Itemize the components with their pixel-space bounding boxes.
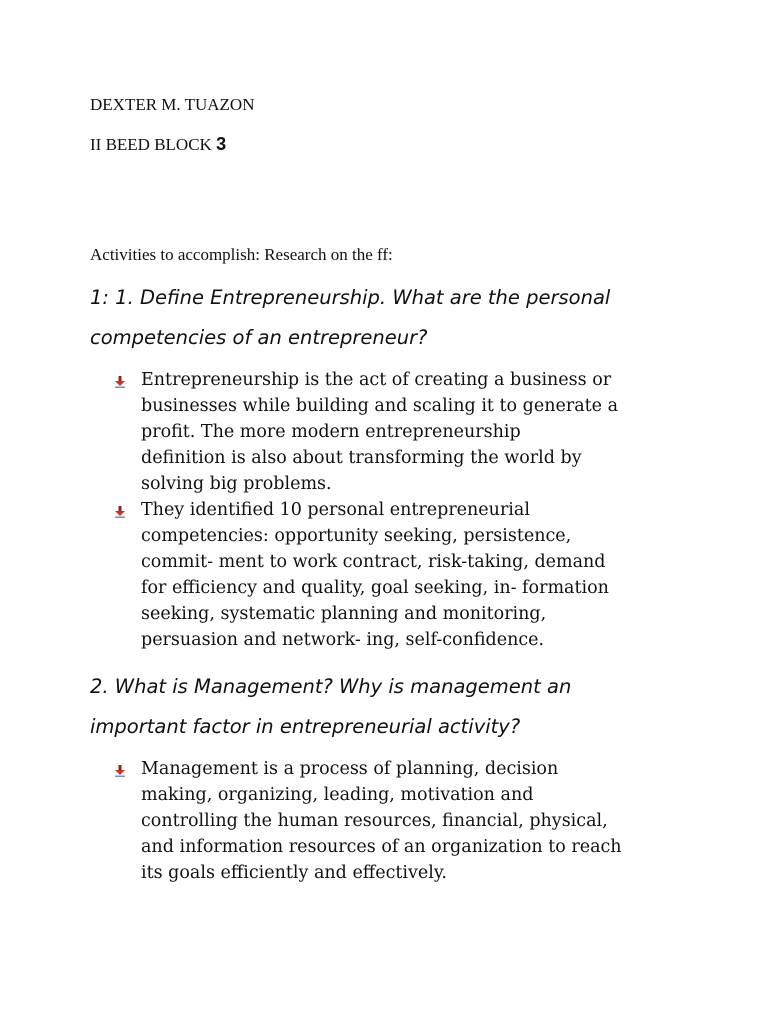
question-line: 1: 1. Define Entrepreneurship. What are the personal: [90, 286, 611, 309]
answer-line: commit- ment to work contract, risk-taking, demand: [141, 552, 606, 572]
author-name: DEXTER M. TUAZON: [90, 95, 255, 114]
question-2: [90, 667, 571, 747]
answer-line: and information resources of an organization to reach: [141, 837, 622, 857]
class-prefix: II BEED BLOCK: [90, 135, 217, 154]
answer-line: making, organizing, leading, motivation and: [141, 785, 534, 805]
answer-bullet: [112, 756, 682, 886]
answer-line: its goals efficiently and effectively.: [141, 863, 447, 883]
answer-line: competencies: opportunity seeking, persistence,: [141, 526, 572, 546]
arrow-down-bullet-icon: [114, 376, 126, 388]
answer-line: persuasion and network- ing, self-confidence.: [141, 630, 545, 650]
answer-line: profit. The more modern entrepreneurship: [141, 422, 521, 442]
class-section: [90, 134, 226, 155]
question-line: 2. What is Management? Why is management an: [90, 675, 572, 698]
arrow-down-bullet-icon: [114, 765, 126, 777]
answer-line: solving big problems.: [141, 474, 332, 494]
answer-line: Entrepreneurship is the act of creating a business or: [141, 370, 612, 390]
answer-line: seeking, systematic planning and monitoring,: [141, 604, 547, 624]
intro-text: Activities to accomplish: Research on the ff:: [90, 245, 393, 264]
answer-bullet: [112, 367, 682, 497]
answer-line: Management is a process of planning, decision: [141, 759, 559, 779]
answer-line: businesses while building and scaling it to generate a: [141, 396, 619, 416]
answer-line: for efficiency and quality, goal seeking, in- formation: [141, 578, 609, 598]
answer-line: definition is also about transforming the world by: [141, 448, 582, 468]
answer-list-2: [112, 756, 682, 886]
arrow-down-bullet-icon: [114, 506, 126, 518]
answer-line: controlling the human resources, financial, physical,: [141, 811, 608, 831]
answer-bullet: [112, 497, 682, 653]
answer-line: They identified 10 personal entrepreneurial: [141, 500, 530, 520]
question-line: competencies of an entrepreneur?: [90, 326, 428, 349]
question-line: important factor in entrepreneurial activity?: [90, 715, 521, 738]
answer-list-1: [112, 367, 682, 653]
class-number: 3: [216, 134, 227, 154]
question-1: [90, 278, 610, 358]
